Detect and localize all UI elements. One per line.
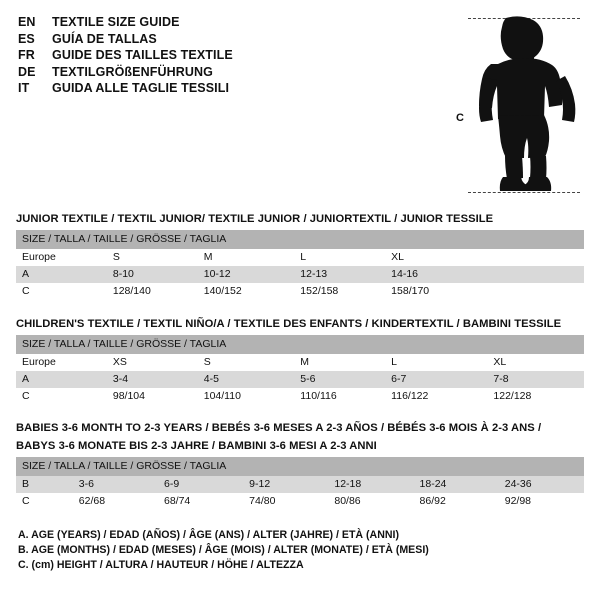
language-row — [18, 14, 348, 31]
col-header-xl: XL — [385, 249, 487, 266]
babies-textile-section — [16, 422, 584, 510]
cell: 98/104 — [107, 388, 198, 405]
language-row — [18, 31, 348, 48]
cell: 9-12 — [243, 476, 328, 493]
col-header-region: Europe — [16, 354, 107, 371]
language-title: TEXTILGRÖßENFÜHRUNG — [52, 64, 213, 79]
cell: 152/158 — [294, 283, 385, 300]
cell: 10-12 — [198, 266, 295, 283]
language-code: DE — [18, 64, 36, 79]
cell: 8-10 — [107, 266, 198, 283]
col-header-s: S — [107, 249, 198, 266]
language-code: ES — [18, 31, 35, 46]
cell: 92/98 — [499, 493, 584, 510]
row-label: C — [16, 493, 73, 510]
language-title: GUIDE DES TAILLES TEXTILE — [52, 48, 233, 62]
table-header-row — [16, 249, 584, 266]
child-silhouette-icon — [476, 14, 586, 196]
table-row — [16, 371, 584, 388]
language-row — [18, 80, 348, 97]
row-label: A — [16, 266, 107, 283]
col-header-s: S — [198, 354, 295, 371]
section-title-babies-line2: BABYS 3-6 MONATE BIS 2-3 JAHRE / BAMBINI 3-6 MESI A 2-3 ANNI — [16, 439, 377, 452]
table-row — [16, 266, 584, 283]
cell: 74/80 — [243, 493, 328, 510]
table-band-row — [16, 457, 584, 476]
legend-note-a: A. AGE (YEARS) / EDAD (AÑOS) / ÂGE (ANS) / ALTER (JAHRE) / ETÀ (ANNI) — [18, 529, 399, 541]
table-row — [16, 493, 584, 510]
legend-notes — [18, 528, 578, 573]
children-size-table — [16, 335, 584, 405]
table-band-row — [16, 335, 584, 354]
language-title: GUÍA DE TALLAS — [52, 31, 157, 46]
section-title-babies-line1: BABIES 3-6 MONTH TO 2-3 YEARS / BEBÉS 3-6 MESES A 2-3 AÑOS / BÉBÉS 3-6 MOIS À 2-3 ANS / — [16, 422, 542, 434]
table-row — [16, 388, 584, 405]
cell: 110/116 — [294, 388, 385, 405]
cell: 12-18 — [328, 476, 413, 493]
band-label: SIZE / TALLA / TAILLE / GRÖSSE / TAGLIA — [16, 230, 584, 249]
cell: 5-6 — [294, 371, 385, 388]
table-header-row — [16, 354, 584, 371]
col-header-empty — [487, 249, 584, 266]
col-header-xl: XL — [487, 354, 584, 371]
cell: 158/170 — [385, 283, 487, 300]
band-label: SIZE / TALLA / TAILLE / GRÖSSE / TAGLIA — [16, 457, 584, 476]
col-header-xs: XS — [107, 354, 198, 371]
cell: 24-36 — [499, 476, 584, 493]
cell: 14-16 — [385, 266, 487, 283]
cell: 62/68 — [73, 493, 158, 510]
language-code: FR — [18, 48, 35, 62]
row-label: B — [16, 476, 73, 493]
cell: 104/110 — [198, 388, 295, 405]
col-header-l: L — [294, 249, 385, 266]
junior-size-table — [16, 230, 584, 300]
language-row — [18, 64, 348, 81]
junior-textile-section — [16, 212, 584, 300]
legend-note-c: C. (cm) HEIGHT / ALTURA / HAUTEUR / HÖHE / ALTEZZA — [18, 559, 304, 571]
table-band-row — [16, 230, 584, 249]
cell: 86/92 — [414, 493, 499, 510]
cell: 128/140 — [107, 283, 198, 300]
cell: 68/74 — [158, 493, 243, 510]
section-title-children: CHILDREN'S TEXTILE / TEXTIL NIÑO/A / TEXTILE DES ENFANTS / KINDERTEXTIL / BAMBINI TESSILE — [16, 318, 562, 330]
cell: 3-6 — [73, 476, 158, 493]
cell: 140/152 — [198, 283, 295, 300]
cell: 116/122 — [385, 388, 487, 405]
language-code: IT — [18, 81, 30, 95]
cell: 3-4 — [107, 371, 198, 388]
col-header-region: Europe — [16, 249, 107, 266]
table-row — [16, 283, 584, 300]
cell — [487, 283, 584, 300]
cell: 4-5 — [198, 371, 295, 388]
language-title: GUIDA ALLE TAGLIE TESSILI — [52, 81, 230, 95]
height-measure-label: C — [456, 112, 464, 124]
row-label: A — [16, 371, 107, 388]
babies-size-table — [16, 457, 584, 510]
children-textile-section — [16, 317, 584, 405]
language-header — [18, 14, 348, 97]
col-header-m: M — [294, 354, 385, 371]
cell: 122/128 — [487, 388, 584, 405]
col-header-l: L — [385, 354, 487, 371]
measurement-figure — [430, 6, 590, 201]
col-header-m: M — [198, 249, 295, 266]
table-row — [16, 476, 584, 493]
cell: 7-8 — [487, 371, 584, 388]
language-title: TEXTILE SIZE GUIDE — [52, 15, 180, 29]
language-row — [18, 47, 348, 64]
cell: 80/86 — [328, 493, 413, 510]
band-label: SIZE / TALLA / TAILLE / GRÖSSE / TAGLIA — [16, 335, 584, 354]
row-label: C — [16, 388, 107, 405]
cell: 12-13 — [294, 266, 385, 283]
section-title-junior: JUNIOR TEXTILE / TEXTIL JUNIOR/ TEXTILE JUNIOR / JUNIORTEXTIL / JUNIOR TESSILE — [16, 213, 494, 225]
language-code: EN — [18, 15, 36, 29]
cell: 6-7 — [385, 371, 487, 388]
cell: 6-9 — [158, 476, 243, 493]
legend-note-b: B. AGE (MONTHS) / EDAD (MESES) / ÂGE (MOIS) / ALTER (MONATE) / ETÀ (MESI) — [18, 544, 429, 556]
row-label: C — [16, 283, 107, 300]
cell: 18-24 — [414, 476, 499, 493]
cell — [487, 266, 584, 283]
